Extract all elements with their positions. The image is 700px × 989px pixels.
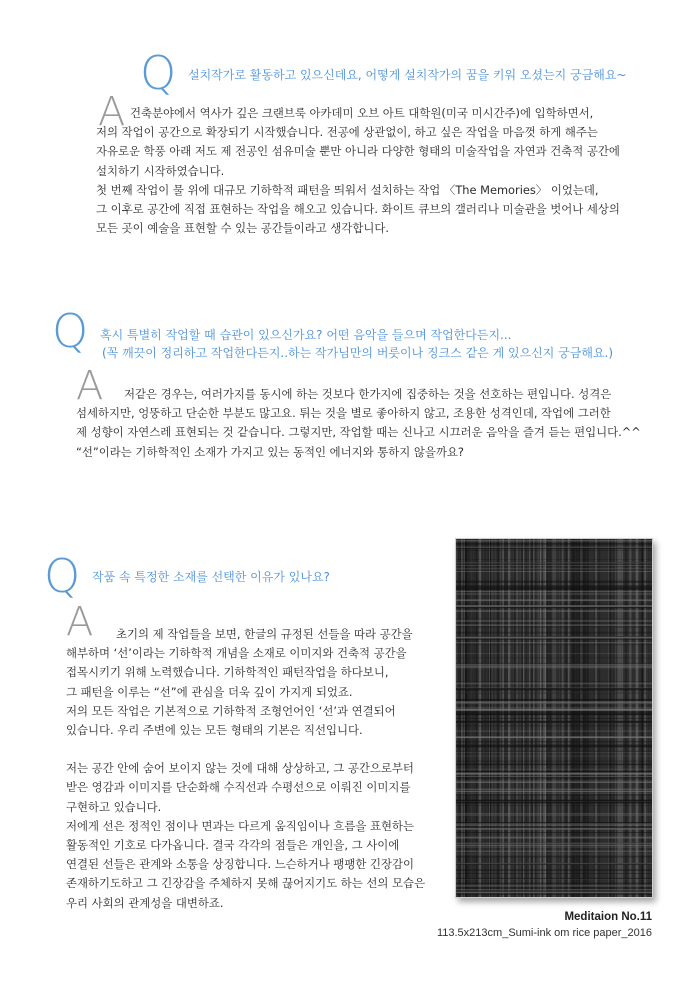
answer-3-line: 존재하기도하고 그 긴장감을 주체하지 못해 끊어지기도 하는 선의 모습은: [66, 876, 426, 891]
answer-1-line: 첫 번째 작업이 물 위에 대규모 기하학적 패턴을 띄워서 설치하는 작업 〈The Memories〉 이었는데,: [96, 182, 599, 197]
answer-3-line: 구현하고 있습니다.: [66, 799, 162, 814]
answer-3-line: 초기의 제 작업들을 보면, 한글의 규정된 선들을 따라 공간을: [116, 627, 413, 641]
answer-2-line: “선”이라는 기하학적인 소재가 가지고 있는 동적인 에너지와 통하지 않을까요?: [76, 444, 464, 459]
a-letter-2: A: [76, 363, 104, 409]
answer-3-line: [66, 740, 425, 759]
answer-1-line: 자유로운 학풍 아래 저도 제 전공인 섬유미술 뿐만 아니라 다양한 형태의 미술작업을 자연과 건축적 공간에: [96, 144, 620, 159]
answer-3-line: 접목시키기 위해 노력했습니다. 기하학적인 패턴작업을 하다보니,: [66, 665, 389, 680]
answer-1: [96, 104, 620, 238]
artwork-title: Meditaion No.11: [564, 911, 652, 923]
artwork-lines: [456, 539, 652, 897]
q-letter-1: Q: [140, 46, 177, 100]
question-2-line: (꼭 깨끗이 정리하고 작업한다든지..하는 작가님만의 버릇이나 징크스 같은 게 있으신지 궁금해요.): [102, 346, 614, 360]
answer-2: [76, 385, 641, 462]
answer-1-line: 그 이후로 공간에 직접 표현하는 작업을 해오고 있습니다. 화이트 큐브의 갤러리나 미술관을 벗어나 세상의: [96, 202, 620, 217]
artwork-image: [455, 538, 653, 898]
a-letter-1: A: [98, 89, 126, 135]
question-1: [188, 66, 627, 84]
answer-3-line: 받은 영감과 이미지를 단순화해 수직선과 수평선으로 이뤄진 이미지를: [66, 780, 411, 795]
answer-3-line: 우리 사회의 관계성을 대변하죠.: [66, 895, 224, 910]
answer-3-line: 연결된 선들은 관계와 소통을 상징합니다. 느슨하거나 팽팽한 긴장감이: [66, 857, 415, 872]
answer-3-line: 활동적인 기호로 다가옵니다. 결국 각각의 점들은 개인을, 그 사이에: [66, 838, 400, 853]
answer-3-line: 저의 모든 작업은 기본적으로 기하학적 조형언어인 ‘선’과 연결되어: [66, 703, 396, 718]
a-letter-3: A: [66, 599, 94, 645]
question-2: [100, 326, 613, 362]
question-2-line: 혹시 특별히 작업할 때 습관이 있으신가요? 어떤 음악을 들으며 작업한다든지...: [100, 328, 512, 342]
answer-3-line: 있습니다. 우리 주변에 있는 모든 형태의 기본은 직선입니다.: [66, 723, 363, 738]
answer-1-line: 저의 작업이 공간으로 확장되기 시작했습니다. 전공에 상관없이, 하고 싶은 작업을 마음껏 하게 해주는: [96, 125, 598, 140]
question-3: [92, 568, 330, 586]
answer-2-line: 저같은 경우는, 여러가지를 동시에 하는 것보다 한가지에 집중하는 것을 선호하는 편입니다. 성격은: [124, 387, 612, 401]
answer-3-line: 저는 공간 안에 숨어 보이지 않는 것에 대해 상상하고, 그 공간으로부터: [66, 761, 414, 776]
answer-1-line: 건축분야에서 역사가 깊은 크랜브룩 아카데미 오브 아트 대학원(미국 미시간주)에 입학하면서,: [130, 106, 594, 120]
answer-3-line: 해부하며 ‘선’이라는 기하학적 개념을 소재로 이미지와 건축적 공간을: [66, 646, 407, 661]
question-3-line: 작품 속 특정한 소재를 선택한 이유가 있나요?: [92, 570, 330, 584]
answer-2-line: 섬세하지만, 엉뚱하고 단순한 부분도 많고요. 튀는 것을 별로 좋아하지 않고, 조용한 성격인데, 작업에 그러한: [76, 406, 611, 421]
answer-3-line: 저에게 선은 정적인 점이나 면과는 다르게 움직임이나 흐름을 표현하는: [66, 818, 415, 833]
answer-2-line: 제 성향이 자연스레 표현되는 것 같습니다. 그렇지만, 작업할 때는 신나고 시끄러운 음악을 즐겨 듣는 편입니다.^^: [76, 425, 641, 440]
q-letter-2: Q: [52, 304, 89, 358]
q-letter-3: Q: [44, 549, 81, 603]
answer-3: [66, 625, 425, 913]
artwork-details: 113.5x213cm_Sumi-ink om rice paper_2016: [436, 927, 652, 939]
answer-1-line: 설치하기 시작하였습니다.: [96, 163, 225, 178]
answer-3-line: 그 패턴을 이루는 “선”에 관심을 더욱 깊이 가지게 되었죠.: [66, 684, 353, 699]
answer-1-line: 모든 곳이 예술을 표현할 수 있는 공간들이라고 생각합니다.: [96, 221, 390, 236]
question-1-line: 설치작가로 활동하고 있으신데요, 어떻게 설치작가의 꿈을 키워 오셨는지 궁금해요~: [188, 68, 627, 82]
